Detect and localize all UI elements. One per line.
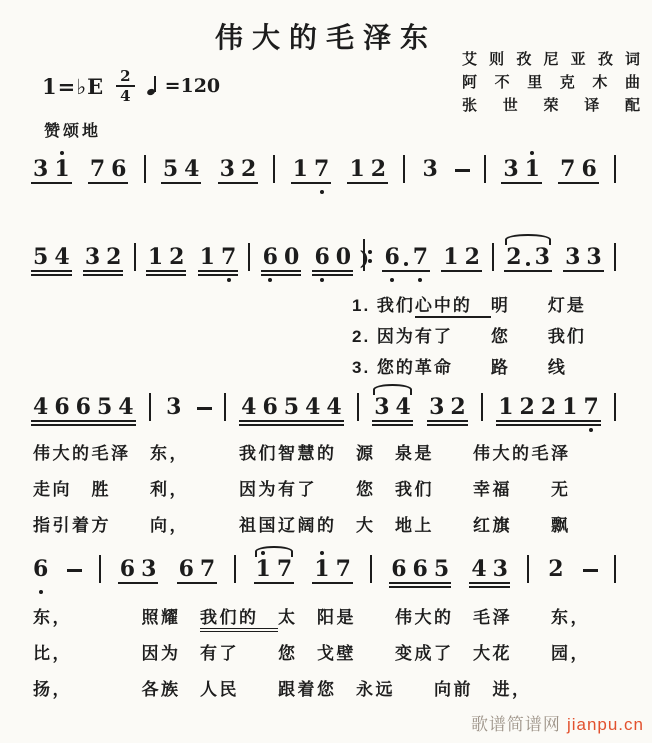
note-digit: 1 [147,244,164,270]
lyrics-block-1 [33,436,571,544]
note-digit: 1 [311,558,332,580]
note-group [388,558,452,580]
credits [462,48,640,117]
note-group [557,158,600,180]
note-group [311,244,370,270]
note-group [346,158,389,180]
note-group [440,246,483,268]
barline [484,155,486,183]
note-digit: 1 [253,558,274,580]
note-digit: 7 [580,396,601,418]
note-group [117,558,160,580]
note-digit: 3 [492,556,508,582]
note-digit: 2 [548,556,564,582]
note-group [311,558,354,580]
note-group [495,396,602,418]
note-digit: 1 [51,158,72,180]
note-group [260,246,303,268]
lyric-line: 伟大的毛泽 东， 我们智慧的 源 泉是 伟大的毛泽 [33,444,571,463]
note-group [217,158,260,180]
barline [614,155,616,183]
note-digit: 2 [464,244,480,270]
song-title: 伟大的毛泽东 [214,23,437,54]
note-digit: 6 [178,556,194,582]
barline [614,555,616,583]
note-digit: 1 [443,244,459,270]
note-digit: 7 [410,246,431,268]
note-digit: 5 [162,156,179,182]
lyrics-verse-pickup [352,290,586,383]
barline [248,243,250,271]
note-group [176,558,219,580]
note-digit: 2 [240,156,257,182]
quarter-note-icon [147,75,161,97]
note-digit: 7 [276,556,293,582]
note-digit: 4 [33,394,49,420]
key-tempo-line [42,68,220,104]
note-group [468,558,511,580]
barline [527,555,529,583]
note-digit: 5 [433,556,450,582]
lyric-line: 1. 我们心中的 明 灯是 [352,290,586,321]
note-group [562,246,605,268]
note-group [30,558,51,580]
note-digit: 3 [84,244,101,270]
note-digit: 7 [335,556,351,582]
note-digit: 7 [89,156,106,182]
barline [481,393,483,421]
note-digit: 3 [586,244,602,270]
note-digit: 2 [169,244,185,270]
note-digit: 4 [305,394,321,420]
dash-note [67,569,82,572]
note-digit: 1 [562,394,578,420]
note-digit: 7 [199,556,216,582]
barline [99,555,101,583]
lyric-line: 走向 胜 利， 因为有了 您 我们 幸福 无 [33,480,571,499]
note-group [253,558,296,580]
lyricist-credit: 艾则孜尼亚孜词 [462,51,640,68]
note-group [238,396,345,418]
note-digit: 3 [141,556,157,582]
tempo-marking [147,75,221,97]
lyric-line: 2. 因为有了 您 我们 [352,327,586,346]
note-digit: 3 [33,156,49,182]
music-line-3 [30,388,616,418]
dash-note [455,169,470,172]
note-group [30,246,73,268]
time-signature [116,68,134,104]
note-digit: 7 [218,246,239,268]
note-digit: 5 [96,394,113,420]
note-digit: 2 [370,156,387,182]
lyrics-block-2 [33,600,590,708]
note-group [371,396,414,418]
note-digit: 3 [429,394,445,420]
note-digit: 3 [166,394,182,420]
note-digit: 4 [241,394,257,420]
note-digit: 3 [503,156,519,182]
barline [614,243,616,271]
note-digit: 2 [519,394,535,420]
note-digit: 1 [522,158,543,180]
note-digit: 6 [391,556,407,582]
note-digit: 2 [503,246,524,268]
note-digit: 6 [581,156,597,182]
time-signature-bottom: 4 [116,85,134,105]
translator-credit: 张世荣译配 [462,97,640,114]
note-group [87,158,130,180]
expression-marking: 赞颂地 [44,123,102,140]
note-digit: 4 [54,244,70,270]
music-line-2 [30,238,616,268]
note-digit: 7 [311,158,332,180]
barline [370,555,372,583]
note-digit: 4 [471,556,487,582]
dash-note [583,569,598,572]
note-group [545,558,566,580]
tempo-value: =120 [164,75,221,97]
composer-credit: 阿不里克木曲 [462,74,640,91]
note-digit: 2 [106,244,122,270]
barline [234,555,236,583]
dash-note [197,407,212,410]
note-digit: 6 [412,556,428,582]
note-digit: 6 [311,246,332,268]
watermark [471,710,644,735]
note-digit: 3 [565,244,581,270]
note-digit: 2 [540,394,557,420]
barline [403,155,405,183]
note-digit: 1 [292,156,308,182]
note-group [30,158,73,180]
note-digit: 6 [111,156,127,182]
note-digit: 3 [219,156,235,182]
barline [273,155,275,183]
barline [492,243,494,271]
note-group [290,158,333,180]
note-digit: 3 [534,244,550,270]
note-group [163,396,184,418]
note-group [30,396,137,418]
lyric-line: 指引着方 向， 祖国辽阔的 大 地上 红旗 飘 [33,516,571,535]
note-group [197,246,240,268]
barline [149,393,151,421]
note-digit: 6 [30,558,51,580]
barline [614,393,616,421]
note-digit: 6 [260,246,281,268]
note-digit: 0 ) [335,244,370,270]
note-digit: 4 [184,156,200,182]
note-digit: 6 [262,394,278,420]
note-digit: 0 [283,244,300,270]
note-digit: 1 [199,244,215,270]
barline [144,155,146,183]
lyric-line: 东， 照耀 我们的 太 阳是 伟大的 毛泽 东， [33,600,590,636]
watermark-url[interactable]: jianpu.cn [566,715,644,734]
note-digit: 1 [349,156,365,182]
note-digit: 4 [118,394,134,420]
key-signature: 1=♭E [42,73,105,99]
note-group [419,158,440,180]
note-digit: 6 [54,394,70,420]
note-digit: 4 [326,394,342,420]
note-digit: 5 [283,394,300,420]
note-group [381,246,431,268]
note-digit: 5 [33,244,49,270]
note-digit: 6 [119,556,136,582]
time-signature-top: 2 [120,67,131,85]
note-digit: 3 [374,394,390,420]
barline [357,393,359,421]
note-digit: 1 [498,394,514,420]
note-digit: 3 [422,156,438,182]
note-digit: 6 [381,246,402,268]
barline [134,243,136,271]
music-line-1 [30,150,616,180]
note-digit: 2 [450,394,466,420]
music-line-4 [30,550,616,580]
note-group [160,158,203,180]
lyric-line: 扬， 各族 人民 跟着您 永远 向前 进， [33,680,532,699]
barline [224,393,226,421]
note-digit: 4 [395,394,411,420]
note-group [500,158,543,180]
lyric-line: 3. 您的革命 路 线 [352,358,567,377]
note-digit: 6 [75,394,91,420]
note-group [426,396,469,418]
lyric-line: 比， 因为 有了 您 戈壁 变成了 大花 园， [33,644,590,663]
watermark-site-name: 歌谱简谱网 [470,715,561,734]
note-group [503,246,553,268]
note-group [82,246,125,268]
note-digit: 7 [560,156,576,182]
note-group [145,246,188,268]
